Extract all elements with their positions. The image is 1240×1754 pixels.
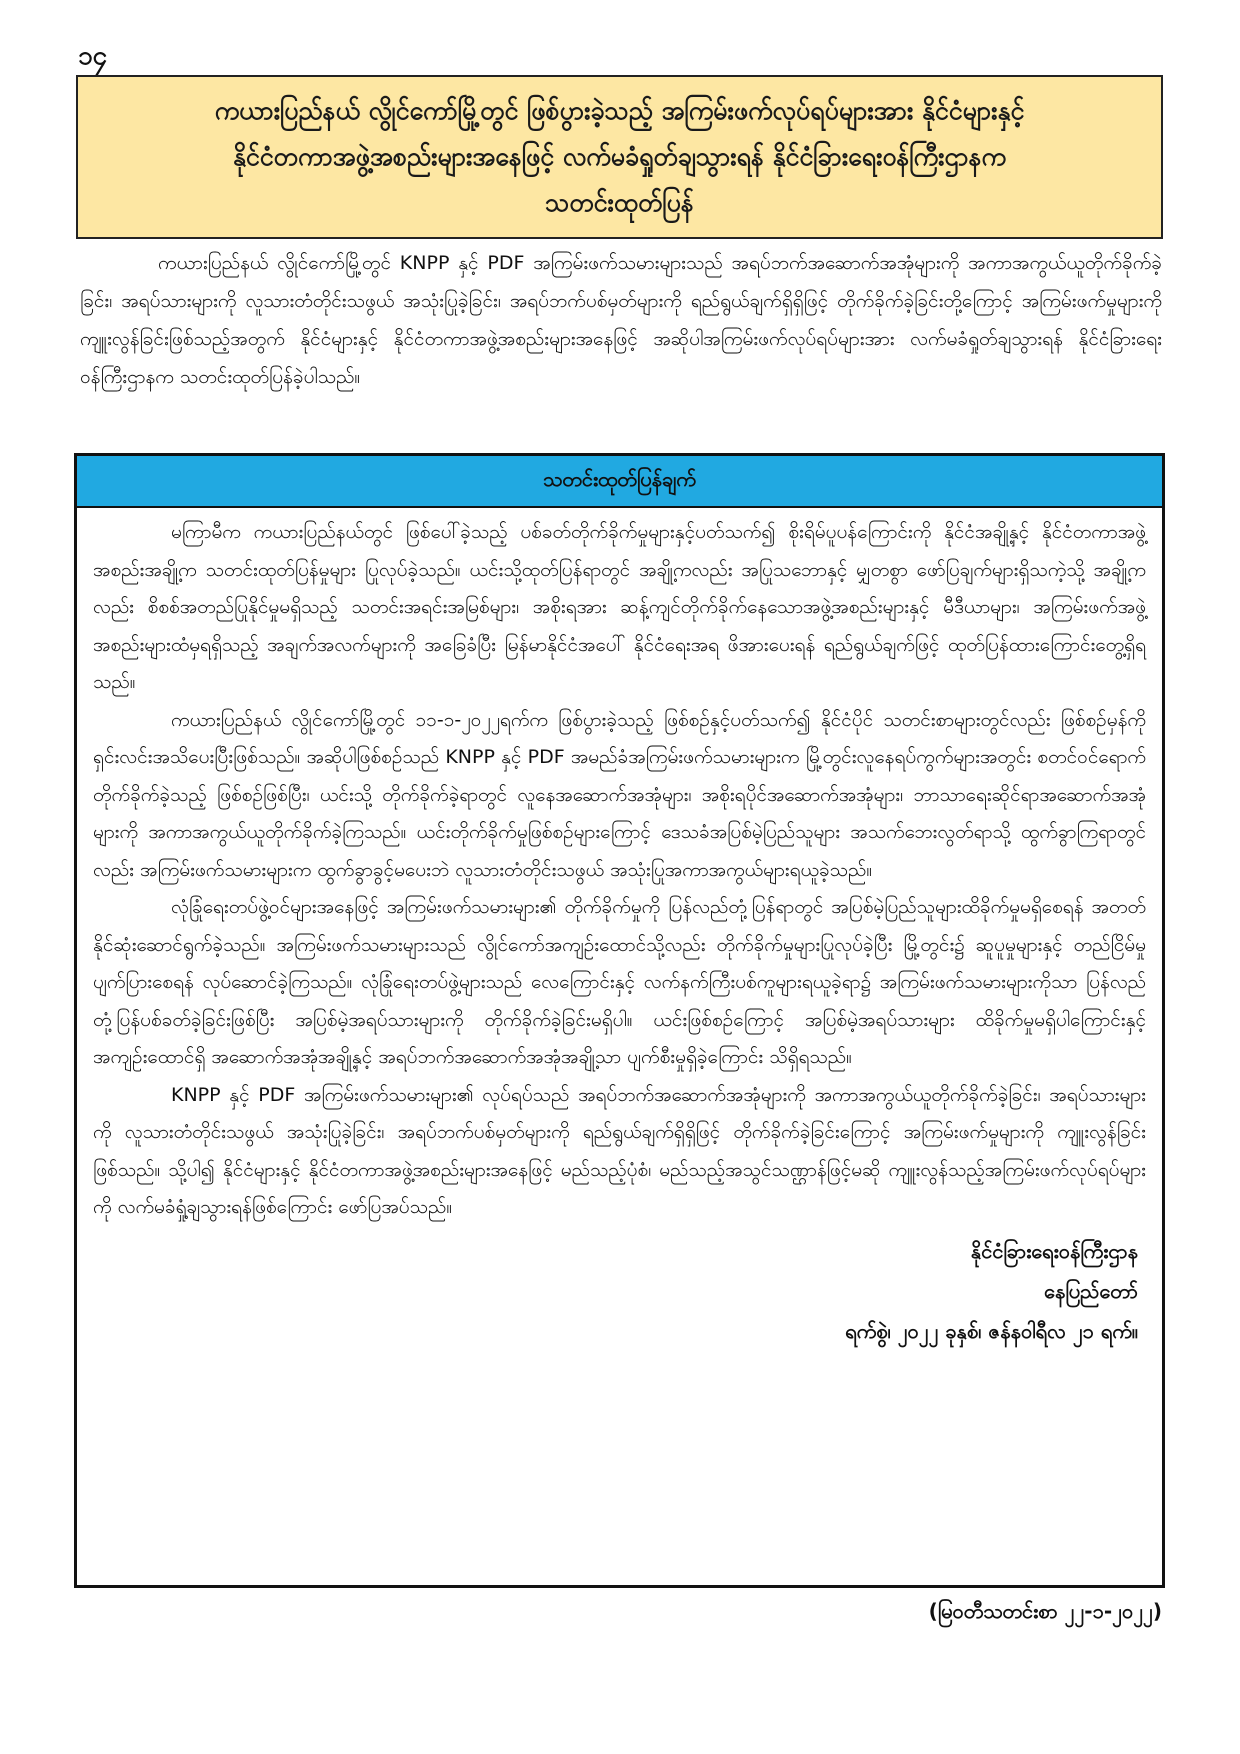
statement-paragraph: ကယားပြည်နယ် လွိုင်ကော်မြို့တွင် ၁၁-၁-၂၀၂၂ရက်က ဖြစ်ပွားခဲ့သည့် ဖြစ်စဉ်နှင့်ပတ်သက်၍ နိုင်ငံပိုင် သတင်းစာများတွင်လည်း ဖြစ်စဉ်မှန်ကို ရှင်းလင်းအသိပေးပြီးဖြစ်သည်။ အဆိုပါဖြစ်စဉ်သည် KNPP နှင့် PDF အမည်ခံအကြမ်းဖက်သမားများက မြို့တွင်းလူနေရပ်ကွက်များအတွင်း စတင်ဝင်ရောက်တိုက်ခိုက်ခဲ့သည့် ဖြစ်စဉ်ဖြစ်ပြီး၊ ယင်းသို့ တိုက်ခိုက်ခဲ့ရာတွင် လူနေအဆောက်အအုံများ၊ အစိုးရပိုင်အဆောက်အအုံများ၊ ဘာသာရေးဆိုင်ရာအဆောက်အအုံများကို အကာအကွယ်ယူတိုက်ခိုက်ခဲ့ကြသည်။ ယင်းတိုက်ခိုက်မှုဖြစ်စဉ်များကြောင့် ဒေသခံအပြစ်မဲ့ပြည်သူများ အသက်ဘေးလွတ်ရာသို့ ထွက်ခွာကြရာတွင်လည်း အကြမ်းဖက်သမားများက ထွက်ခွာခွင့်မပေးဘဲ လူသားတံတိုင်းသဖွယ် အသုံးပြုအကာအကွယ်များရယူခဲ့သည်။ xyxy=(93,708,1146,881)
statement-paragraph: မကြာမီက ကယားပြည်နယ်တွင် ဖြစ်ပေါ်ခဲ့သည့် ပစ်ခတ်တိုက်ခိုက်မှုများနှင့်ပတ်သက်၍ စိုးရိမ်ပူပန်ကြောင်းကို နိုင်ငံအချို့နှင့် နိုင်ငံတကာအဖွဲ့အစည်းအချို့က သတင်းထုတ်ပြန်မှုများ ပြုလုပ်ခဲ့သည်။ ယင်းသို့ထုတ်ပြန်ရာတွင် အချို့ကလည်း အပြုသဘောနှင့် မျှတစွာ ဖော်ပြချက်များရှိသကဲ့သို့ အချို့ကလည်း စိစစ်အတည်ပြုနိုင်မှုမရှိသည့် သတင်းအရင်းအမြစ်များ၊ အစိုးရအား ဆန့်ကျင်တိုက်ခိုက်နေသောအဖွဲ့အစည်းများနှင့် မီဒီယာများ၊ အကြမ်းဖက်အဖွဲ့အစည်းများထံမှရရှိသည့် အချက်အလက်များကို အခြေခံပြီး မြန်မာနိုင်ငံအပေါ် နိုင်ငံရေးအရ ဖိအားပေးရန် ရည်ရွယ်ချက်ဖြင့် ထုတ်ပြန်ထားကြောင်းတွေ့ရှိရသည်။ xyxy=(93,521,1146,693)
source-citation: (မြဝတီသတင်းစာ ၂၂-၁-၂၀၂၂) xyxy=(928,1599,1162,1623)
signature-ministry: နိုင်ငံခြားရေးဝန်ကြီးဌာန xyxy=(970,1238,1138,1263)
signature-date: ရက်စွဲ၊ ၂၀၂၂ ခုနှစ်၊ ဇန်နဝါရီလ ၂၁ ရက်။ xyxy=(845,1318,1138,1343)
statement-paragraph: လုံခြုံရေးတပ်ဖွဲ့ဝင်များအနေဖြင့် အကြမ်းဖက်သမားများ၏ တိုက်ခိုက်မှုကို ပြန်လည်တုံ့ပြန်ရာတွင် အပြစ်မဲ့ပြည်သူများထိခိုက်မှုမရှိစေရန် အတတ်နိုင်ဆုံးဆောင်ရွက်ခဲ့သည်။ အကြမ်းဖက်သမားများသည် လွိုင်ကော်အကျဉ်းထောင်သို့လည်း တိုက်ခိုက်မှုများပြုလုပ်ခဲ့ပြီး မြို့တွင်း၌ ဆူပူမှုများနှင့် တည်ငြိမ်မှုပျက်ပြားစေရန် လုပ်ဆောင်ခဲ့ကြသည်။ လုံခြုံရေးတပ်ဖွဲ့များသည် လေကြောင်းနှင့် လက်နက်ကြီးပစ်ကူများရယူခဲ့ရာ၌ အကြမ်းဖက်သမားများကိုသာ ပြန်လည်တုံ့ပြန်ပစ်ခတ်ခဲ့ခြင်းဖြစ်ပြီး အပြစ်မဲ့အရပ်သားများကို တိုက်ခိုက်ခဲ့ခြင်းမရှိပါ။ ယင်းဖြစ်စဉ်ကြောင့် အပြစ်မဲ့အရပ်သားများ ထိခိုက်မှုမရှိပါကြောင်းနှင့် အကျဉ်းထောင်ရှိ အဆောက်အအုံအချို့နှင့် အရပ်ဘက်အဆောက်အအုံအချို့သာ ပျက်စီးမှုရှိခဲ့ကြောင်း သိရှိရသည်။ xyxy=(93,896,1146,1068)
statement-box xyxy=(74,453,1165,1588)
statement-header: သတင်းထုတ်ပြန်ချက် xyxy=(77,456,1162,508)
headline-line-3: သတင်းထုတ်ပြန် xyxy=(545,188,694,217)
signature-block xyxy=(93,1231,1146,1351)
statement-paragraph: KNPP နှင့် PDF အကြမ်းဖက်သမားများ၏ လုပ်ရပ်သည် အရပ်ဘက်အဆောက်အအုံများကို အကာအကွယ်ယူတိုက်ခိုက်ခဲ့ခြင်း၊ အရပ်သားများကို လူသားတံတိုင်းသဖွယ် အသုံးပြုခဲ့ခြင်း၊ အရပ်ဘက်ပစ်မှတ်များကို ရည်ရွယ်ချက်ရှိရှိဖြင့် တိုက်ခိုက်ခဲ့ခြင်းကြောင့် အကြမ်းဖက်မှုများကို ကျူးလွန်ခြင်းဖြစ်သည်။ သို့ပါ၍ နိုင်ငံများနှင့် နိုင်ငံတကာအဖွဲ့အစည်းများအနေဖြင့် မည်သည့်ပုံစံ၊ မည်သည့်အသွင်သဏ္ဌာန်ဖြင့်မဆို ကျူးလွန်သည့်အကြမ်းဖက်လုပ်ရပ်များကို လက်မခံရှုံ့ချသွားရန်ဖြစ်ကြောင်း ဖော်ပြအပ်သည်။ xyxy=(93,1083,1146,1218)
page-number: ၁၄ xyxy=(78,41,108,71)
headline-line-2: နိုင်ငံတကာအဖွဲ့အစည်းများအနေဖြင့် လက်မခံရှုတ်ချသွားရန် နိုင်ငံခြားရေးဝန်ကြီးဌာနက xyxy=(233,142,1006,171)
signature-city: နေပြည်တော် xyxy=(1044,1278,1138,1303)
statement-body xyxy=(77,508,1162,1351)
headline-box xyxy=(76,75,1163,239)
intro-paragraph: ကယားပြည်နယ် လွိုင်ကော်မြို့တွင် KNPP နှင့် PDF အကြမ်းဖက်သမားများသည် အရပ်ဘက်အဆောက်အအုံများကို အကာအကွယ်ယူတိုက်ခိုက်ခဲ့ခြင်း၊ အရပ်သားများကို လူသားတံတိုင်းသဖွယ် အသုံးပြုခဲ့ခြင်း၊ အရပ်ဘက်ပစ်မှတ်များကို ရည်ရွယ်ချက်ရှိရှိဖြင့် တိုက်ခိုက်ခဲ့ခြင်းတို့ကြောင့် အကြမ်းဖက်မှုများကို ကျူးလွန်ခြင်းဖြစ်သည့်အတွက် နိုင်ငံများနှင့် နိုင်ငံတကာအဖွဲ့အစည်းများအနေဖြင့် အဆိုပါအကြမ်းဖက်လုပ်ရပ်များအား လက်မခံရှုတ်ချသွားရန် နိုင်ငံခြားရေးဝန်ကြီးဌာနက သတင်းထုတ်ပြန်ခဲ့ပါသည်။ xyxy=(80,252,1162,388)
headline-line-1: ကယားပြည်နယ် လွိုင်ကော်မြို့တွင် ဖြစ်ပွားခဲ့သည့် အကြမ်းဖက်လုပ်ရပ်များအား နိုင်ငံများနှင့် xyxy=(214,96,1025,125)
